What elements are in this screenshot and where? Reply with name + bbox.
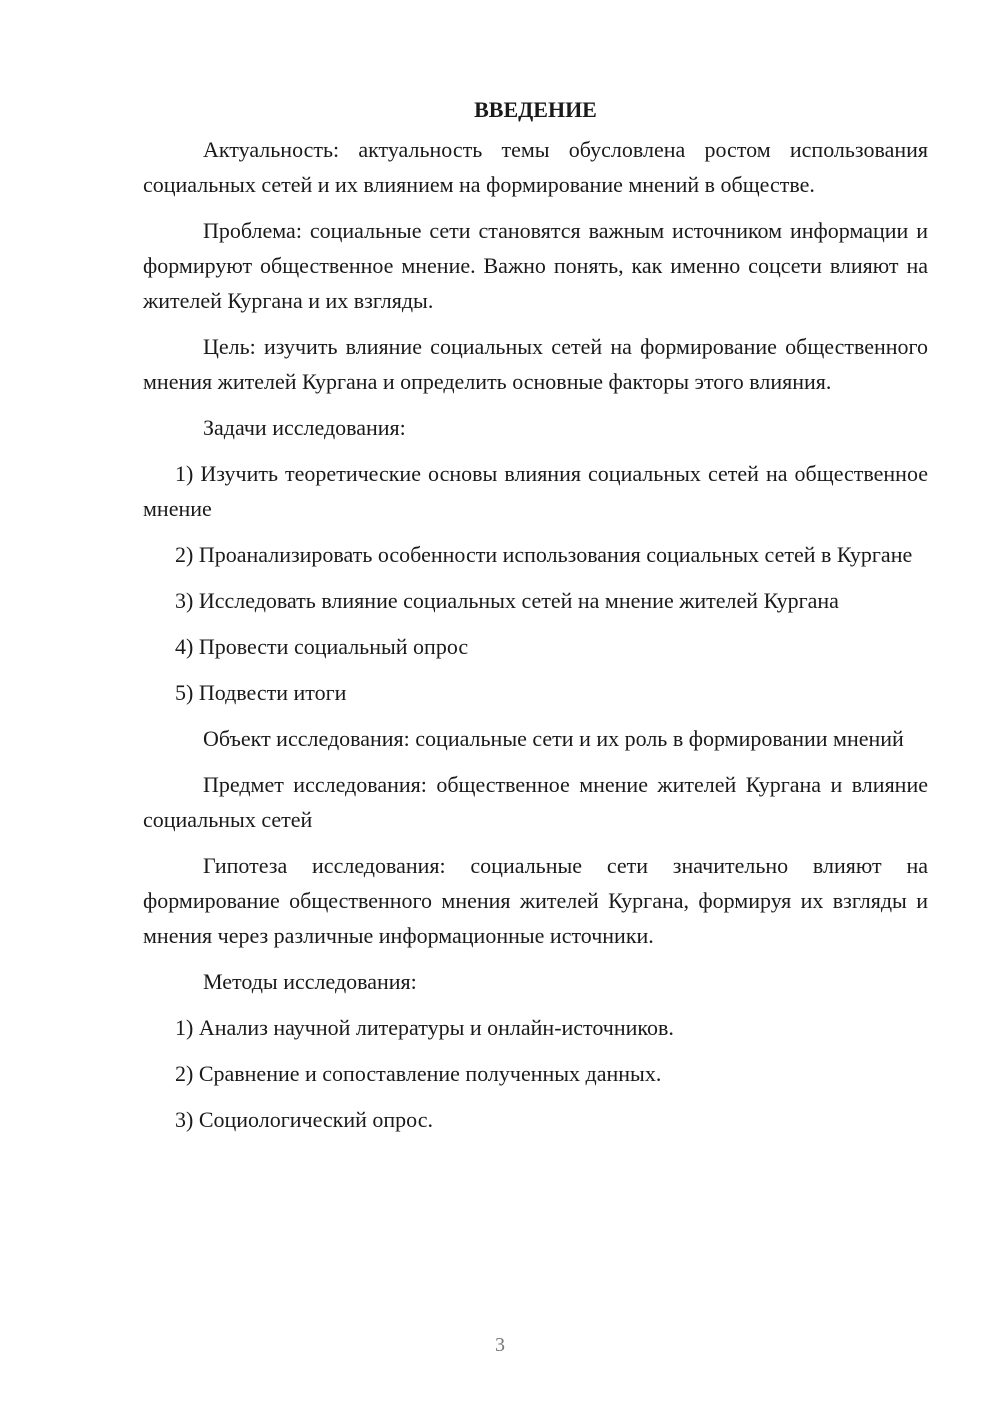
methods-heading: Методы исследования: xyxy=(203,969,417,994)
document-page xyxy=(143,92,928,1148)
page-title: ВВЕДЕНИЕ xyxy=(474,97,597,122)
task-item-4: 4) Провести социальный опрос xyxy=(175,634,469,659)
method-item-1: 1) Анализ научной литературы и онлайн-источников. xyxy=(175,1015,674,1040)
page-number: 3 xyxy=(495,1334,505,1356)
task-item-3: 3) Исследовать влияние социальных сетей на мнение жителей Кургана xyxy=(175,588,839,613)
method-item-2: 2) Сравнение и сопоставление полученных данных. xyxy=(175,1061,662,1086)
paragraph-relevance: Актуальность: актуальность темы обусловлена ростом использования социальных сетей и их влиянием на формирование мнений в обществе. xyxy=(143,137,928,197)
task-item-5: 5) Подвести итоги xyxy=(175,680,347,705)
paragraph-object: Объект исследования: социальные сети и их роль в формировании мнений xyxy=(203,726,904,751)
paragraph-subject: Предмет исследования: общественное мнение жителей Кургана и влияние социальных сетей xyxy=(143,772,928,832)
method-item-3: 3) Социологический опрос. xyxy=(175,1107,433,1132)
task-item-2: 2) Проанализировать особенности использования социальных сетей в Кургане xyxy=(175,542,913,567)
tasks-heading: Задачи исследования: xyxy=(203,415,406,440)
paragraph-hypothesis: Гипотеза исследования: социальные сети значительно влияют на формирование общественного мнения жителей Кургана, формируя их взгляды и мнения через различные информационные источники. xyxy=(143,853,928,948)
paragraph-problem: Проблема: социальные сети становятся важным источником информации и формируют общественное мнение. Важно понять, как именно соцсети влияют на жителей Кургана и их взгляды. xyxy=(143,218,928,313)
paragraph-goal: Цель: изучить влияние социальных сетей на формирование общественного мнения жителей Кургана и определить основные факторы этого влияния. xyxy=(143,334,928,394)
task-item-1: 1) Изучить теоретические основы влияния социальных сетей на общественное мнение xyxy=(143,461,928,521)
